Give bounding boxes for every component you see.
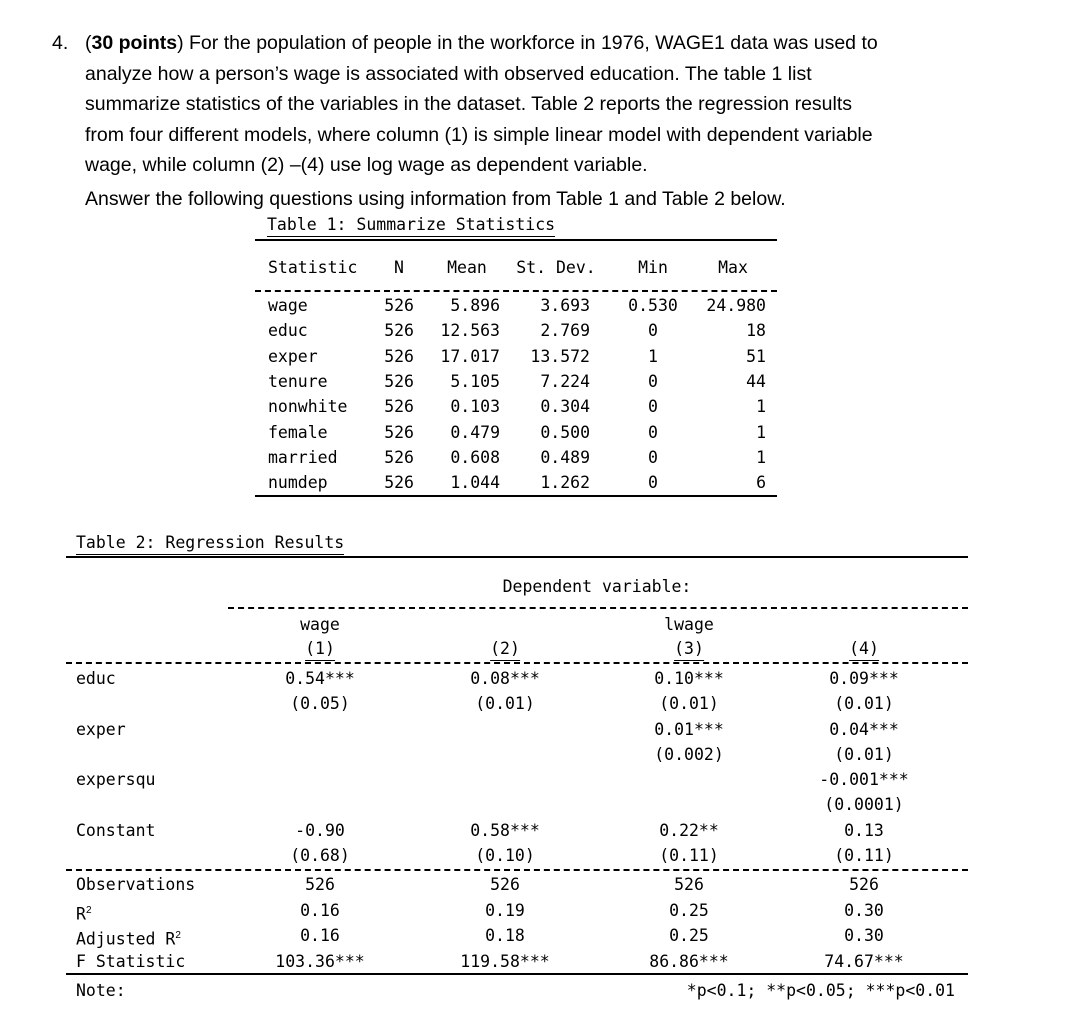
table2-se: (0.002) (654, 744, 724, 764)
table1-cell: 13.572 (530, 346, 590, 366)
table1-variable-name: educ (268, 321, 308, 341)
table1-cell: 24.980 (706, 296, 766, 315)
table1-cell: 1.262 (540, 473, 590, 493)
table1-cell: 1 (756, 422, 766, 442)
table2-coef: -0.90 (295, 820, 345, 840)
table1-cell: 7.224 (540, 371, 590, 391)
table2-stat-value: 0.16 (300, 900, 340, 920)
question-line-2: analyze how a person’s wage is associated with observed education. The table 1 list (85, 62, 812, 85)
table2-se: (0.01) (834, 744, 894, 764)
table2-coef: 0.13 (844, 820, 884, 840)
table1-cell: 0 (648, 321, 658, 341)
table1-header-cell: Min (638, 258, 668, 277)
table1-cell: 12.563 (440, 321, 500, 341)
table1-cell: 0.304 (540, 397, 590, 417)
table1-cell: 1 (648, 346, 658, 366)
table1-cell: 1 (756, 447, 766, 467)
table2-stats-rule (66, 869, 968, 871)
table2-row-label: educ (76, 669, 116, 688)
table2-coef: 0.54*** (285, 669, 355, 688)
table2-se: (0.10) (475, 845, 535, 865)
table1-cell: 51 (746, 346, 766, 366)
table1-cell: 0.479 (450, 422, 500, 442)
superscript: 2 (175, 930, 181, 941)
table2-stat-value: 103.36*** (275, 951, 365, 971)
table1-cell: 0 (648, 447, 658, 467)
table2-coef: 0.09*** (829, 669, 899, 688)
table2-se: (0.11) (834, 845, 894, 865)
table2-title: Table 2: Regression Results (76, 532, 344, 555)
table2-se: (0.0001) (824, 795, 904, 814)
table1-cell: 1 (756, 397, 766, 417)
table2-stat-value: 0.19 (485, 900, 525, 920)
table1-cell: 0 (648, 422, 658, 442)
table1-bottom-rule (255, 495, 777, 497)
table1-cell: 0.489 (540, 447, 590, 467)
table1-header-rule (255, 290, 777, 292)
table1-variable-name: female (268, 422, 328, 442)
table1-title: Table 1: Summarize Statistics (267, 214, 555, 237)
table2-coef: 0.10*** (654, 669, 724, 688)
table2-coef: 0.22** (659, 820, 719, 840)
table2-coef: -0.001*** (819, 770, 909, 789)
table1-cell: 0 (648, 397, 658, 417)
table2-row-label: Constant (76, 820, 156, 840)
table2-stat-value: 0.16 (300, 926, 340, 945)
table2-column-number: (1) (305, 638, 335, 661)
table2-stat-value: 526 (849, 875, 879, 894)
table2-se: (0.01) (834, 694, 894, 713)
table1-cell: 526 (384, 447, 414, 467)
table1-cell: 0.530 (628, 296, 678, 315)
table1-cell: 5.896 (450, 296, 500, 315)
dependent-variable-label: Dependent variable: (502, 577, 692, 596)
table1-header-cell: Max (718, 258, 748, 277)
table2-top-rule (66, 556, 968, 558)
table2-stat-value: 86.86*** (649, 951, 729, 971)
table2-stat-label: Adjusted $R^2$ (76, 929, 181, 949)
table2-se: (0.01) (659, 694, 719, 713)
table2-stat-label: $R^2$ (76, 904, 92, 923)
table2-stat-label: Observations (76, 875, 196, 894)
table1-variable-name: nonwhite (268, 397, 348, 417)
question-number: 4. (52, 32, 69, 54)
table1-cell: 6 (756, 473, 766, 493)
table1-header-cell: N (394, 258, 404, 277)
table1-variable-name: married (268, 447, 338, 467)
table2-stat-value: 0.30 (844, 900, 884, 920)
table2-stat-value: 526 (674, 875, 704, 894)
table1-cell: 526 (384, 321, 414, 341)
table1-cell: 526 (384, 473, 414, 493)
table1-cell: 2.769 (540, 321, 590, 341)
table2-stat-value: 0.18 (485, 926, 525, 945)
table2-se: (0.68) (290, 845, 350, 865)
table1-cell: 0 (648, 473, 658, 493)
table1-cell: 0.608 (450, 447, 500, 467)
table2-se: (0.01) (475, 694, 535, 713)
table1-top-rule (255, 239, 777, 241)
table2-stat-value: 0.25 (669, 900, 709, 920)
question-instruction: Answer the following questions using information from Table 1 and Table 2 below. (85, 188, 786, 210)
table1-cell: 17.017 (440, 346, 500, 366)
table1-variable-name: wage (268, 296, 308, 315)
table1-header-cell: Mean (447, 258, 487, 277)
table2-se: (0.05) (290, 694, 350, 713)
table1-cell: 526 (384, 346, 414, 366)
table1-variable-name: numdep (268, 473, 328, 493)
table2-se: (0.11) (659, 845, 719, 865)
table2-coef: 0.04*** (829, 719, 899, 739)
table1-cell: 526 (384, 296, 414, 315)
table2-stat-value: 0.25 (669, 926, 709, 945)
table2-column-number: (4) (849, 638, 879, 661)
table1-cell: 0 (648, 371, 658, 391)
question-line-1: ) For the population of people in the workforce in 1976, WAGE1 data was used to (177, 32, 878, 54)
question-points: 30 points (91, 32, 178, 54)
depvar-lwage: lwage (664, 615, 714, 634)
table1-variable-name: exper (268, 346, 318, 366)
table2-depvar-rule (228, 607, 968, 609)
table2-coef: 0.58*** (470, 820, 540, 840)
table1-header-cell: Statistic (268, 258, 358, 277)
table1-cell: 18 (746, 321, 766, 341)
table2-stat-value: 74.67*** (824, 951, 904, 971)
table2-stat-value: 526 (305, 875, 335, 894)
table2-coef: 0.01*** (654, 719, 724, 739)
table1-variable-name: tenure (268, 371, 328, 391)
table1-cell: 3.693 (540, 296, 590, 315)
table2-stat-value: 119.58*** (460, 951, 550, 971)
table1-cell: 44 (746, 371, 766, 391)
question (52, 28, 992, 181)
table2-column-number: (2) (490, 638, 520, 661)
table1-header-cell: St. Dev. (516, 258, 596, 277)
table2-stat-label: F Statistic (76, 951, 186, 971)
question-line-5: wage, while column (2) –(4) use log wage as dependent variable. (85, 154, 648, 176)
table2-column-number: (3) (674, 638, 704, 661)
table2-note-text: *p<0.1; **p<0.05; ***p<0.01 (686, 981, 955, 1000)
table2-stat-value: 526 (490, 875, 520, 894)
question-line-4: from four different models, where column (1) is simple linear model with dependent variable (85, 123, 873, 146)
table1-cell: 0.500 (540, 422, 590, 442)
superscript: 2 (85, 904, 92, 916)
table2-stat-value: 0.30 (844, 926, 884, 945)
table1-cell: 1.044 (450, 473, 500, 493)
question-body: (30 points) For the population of people in the workforce in 1976, WAGE1 data was used to analyze how a person’s wage is associated with observed education. The table 1 list summarize statistics of the variables in the dataset. Table 2 reports the regression results from four different models, where column (1) is simple linear model with dependent variable wage, while column (2) –(4) use log wage as dependent variable. (85, 28, 992, 181)
table2-row-label: exper (76, 719, 126, 739)
table2-coef: 0.08*** (470, 669, 540, 688)
table2-header-rule (66, 662, 968, 664)
question-line-3: summarize statistics of the variables in the dataset. Table 2 reports the regression results (85, 93, 853, 115)
table1-cell: 526 (384, 371, 414, 391)
table2-note-label: Note: (76, 981, 126, 1000)
table1-cell: 526 (384, 422, 414, 442)
table2-row-label: expersqu (76, 770, 156, 789)
table1-cell: 526 (384, 397, 414, 417)
table2-bottom-rule (66, 973, 968, 975)
table1-cell: 0.103 (450, 397, 500, 417)
table1-cell: 5.105 (450, 371, 500, 391)
depvar-wage: wage (300, 615, 340, 634)
